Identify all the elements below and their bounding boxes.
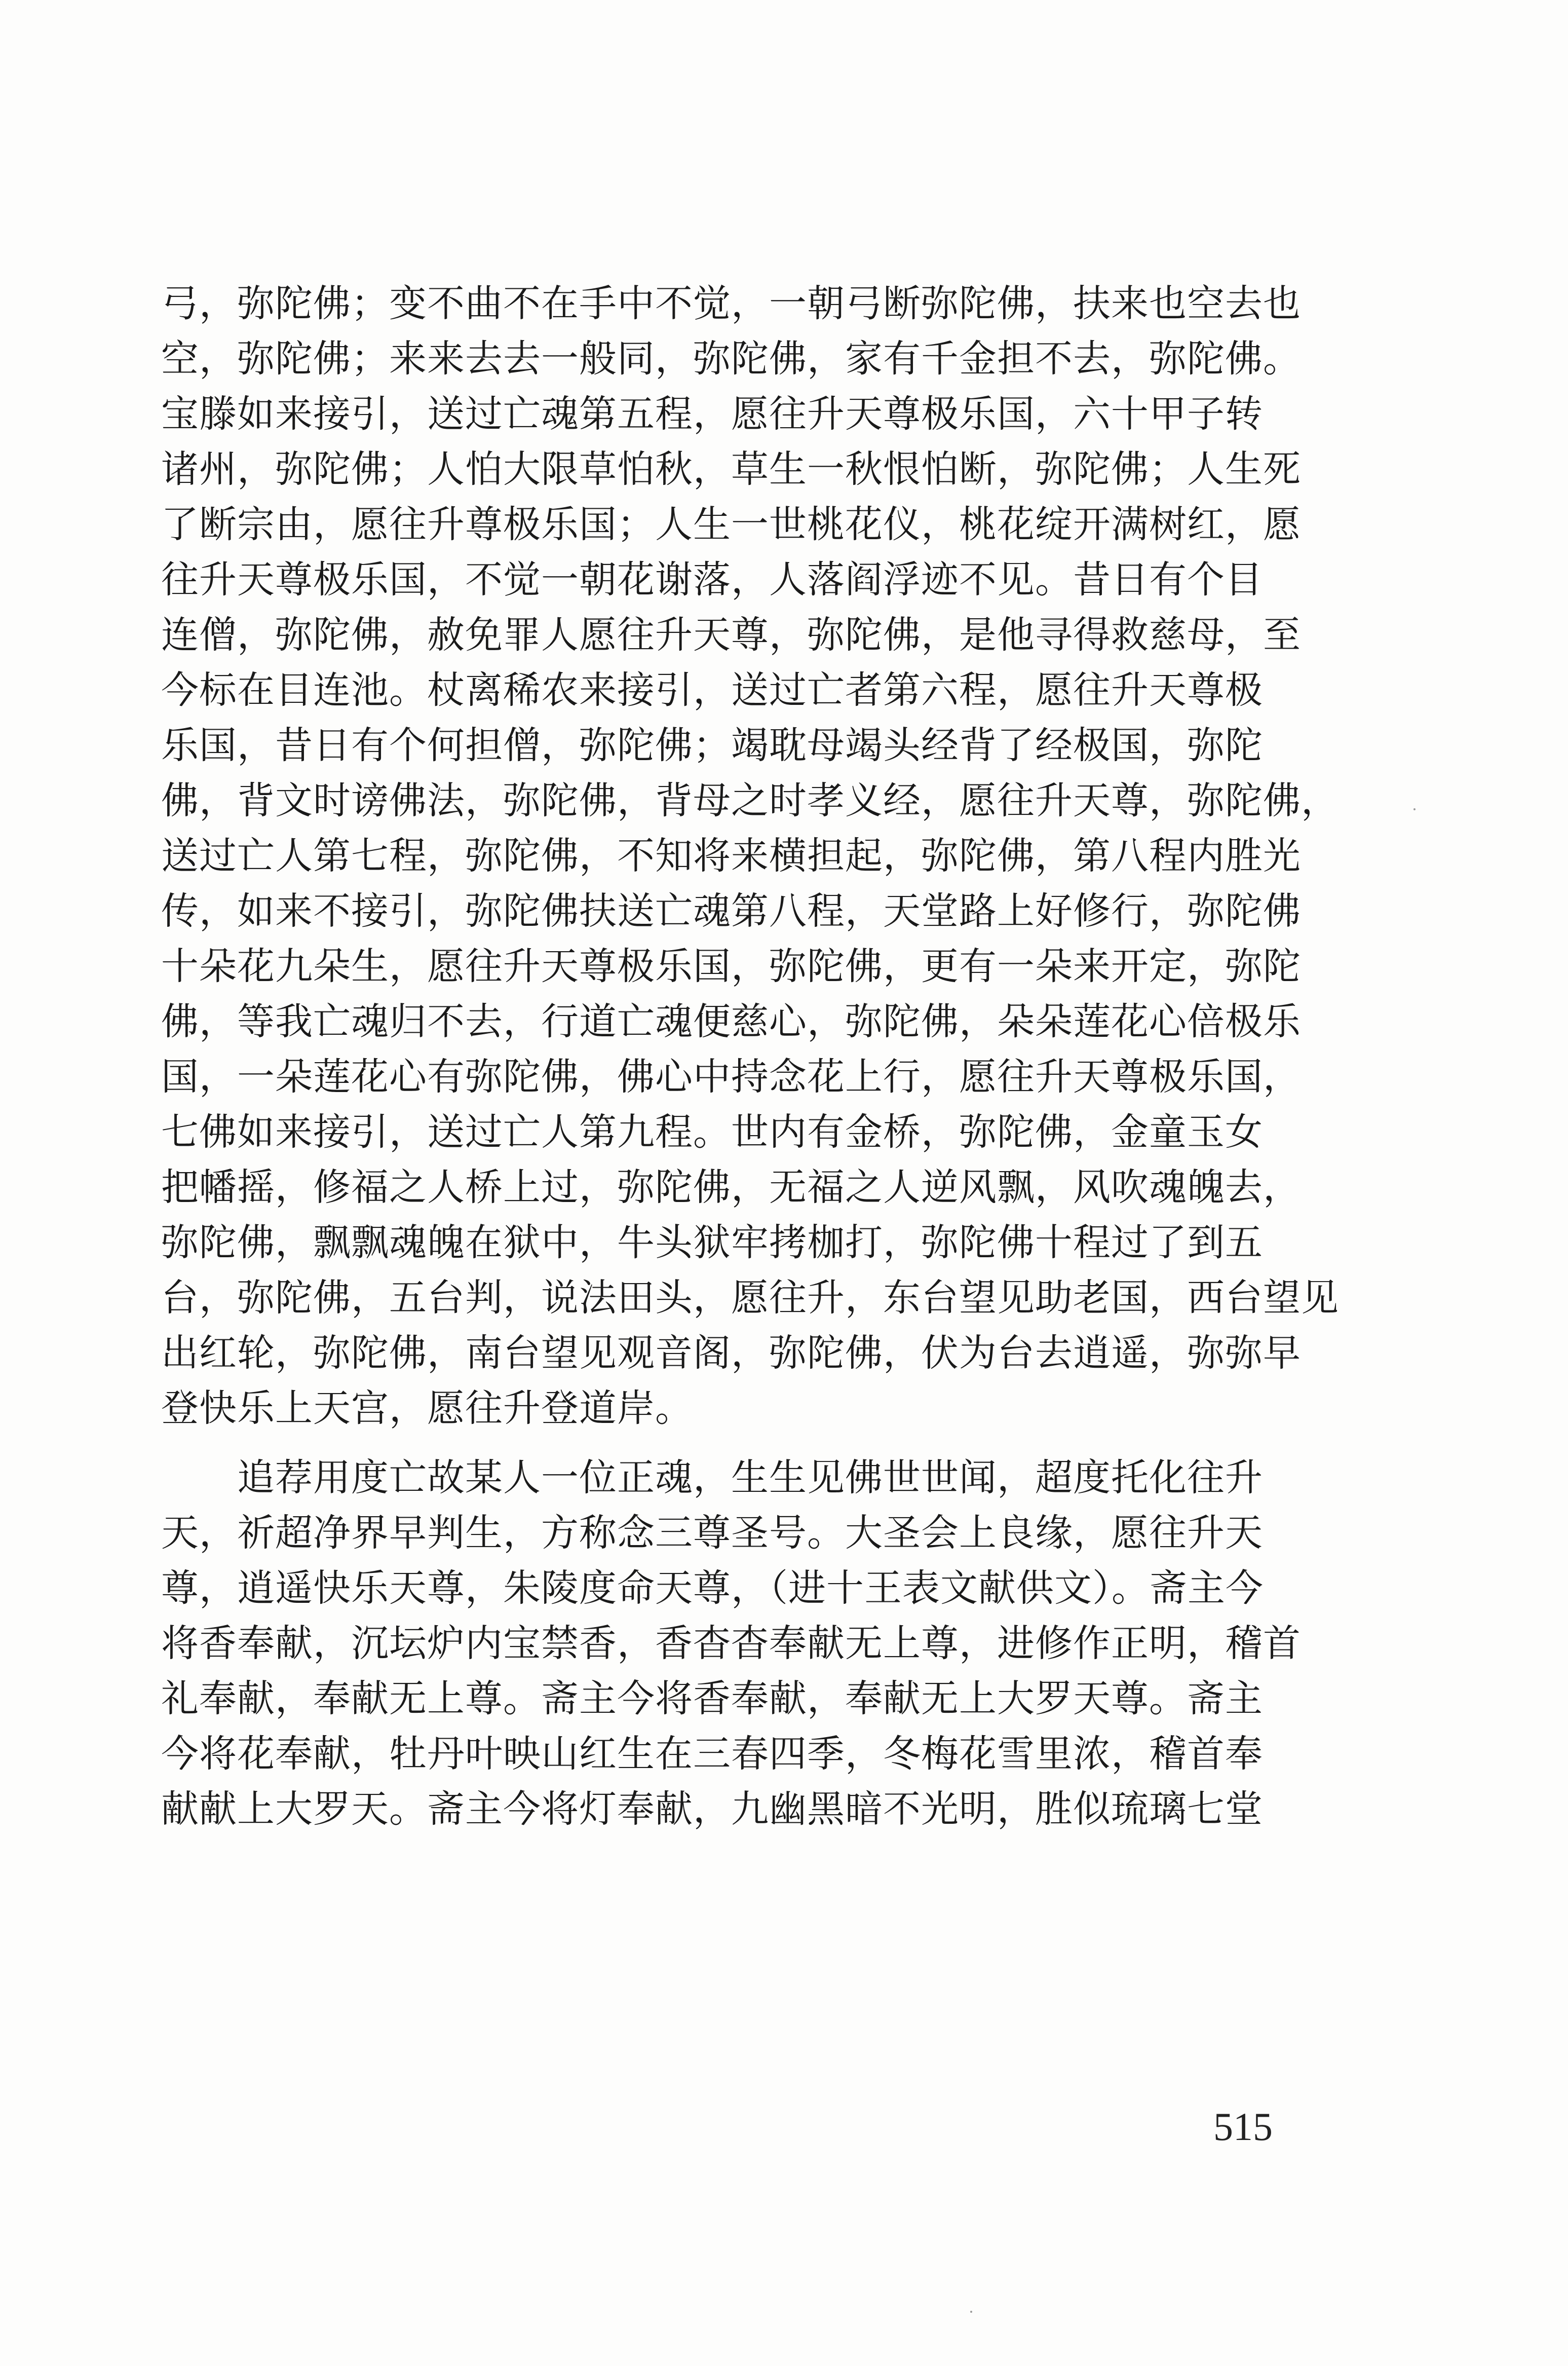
text-line: 今标在目连池。杖离稀农来接引，送过亡者第六程，愿往升天尊极 bbox=[161, 668, 1263, 712]
text-line: 十朵花九朵生，愿往升天尊极乐国，弥陀佛，更有一朵来开定，弥陀 bbox=[161, 945, 1301, 988]
text-line: 今将花奉献，牡丹叶映山红生在三春四季，冬梅花雪里浓，稽首奉 bbox=[161, 1732, 1263, 1776]
text-line: 乐国，昔日有个何担僧，弥陀佛；竭耽母竭头经背了经极国，弥陀 bbox=[161, 724, 1263, 767]
text-line: 将香奉献，沉坛炉内宝禁香，香杳杳奉献无上尊，进修作正明，稽首 bbox=[161, 1622, 1301, 1665]
paragraph bbox=[161, 1450, 1331, 1837]
scan-speck bbox=[1413, 808, 1416, 810]
text-line: 往升天尊极乐国，不觉一朝花谢落，人落阎浮迹不见。昔日有个目 bbox=[161, 558, 1263, 602]
paragraph bbox=[161, 276, 1339, 1436]
paragraph-gap bbox=[161, 1436, 1331, 1450]
body-text bbox=[161, 276, 1339, 1837]
text-line: 了断宗由，愿往升尊极乐国；人生一世桃花仪，桃花绽开满树红，愿 bbox=[161, 503, 1301, 546]
page-number: 515 bbox=[1213, 2105, 1273, 2149]
text-line: 佛，等我亡魂归不去，行道亡魂便慈心，弥陀佛，朵朵莲花心倍极乐 bbox=[161, 1000, 1301, 1043]
text-line: 礼奉献，奉献无上尊。斋主今将香奉献，奉献无上大罗天尊。斋主 bbox=[161, 1677, 1263, 1720]
text-line: 弓，弥陀佛；变不曲不在手中不觉，一朝弓断弥陀佛，扶来也空去也 bbox=[161, 282, 1301, 325]
text-line: 天，祈超净界早判生，方称念三尊圣号。大圣会上良缘，愿往升天 bbox=[161, 1511, 1263, 1555]
text-line: 台，弥陀佛，五台判，说法田头，愿往升，东台望见助老国，西台望见 bbox=[161, 1276, 1339, 1320]
text-line: 七佛如来接引，送过亡人第九程。世内有金桥，弥陀佛，金童玉女 bbox=[161, 1110, 1263, 1154]
text-line: 国，一朵莲花心有弥陀佛，佛心中持念花上行，愿往升天尊极乐国， bbox=[161, 1055, 1301, 1099]
text-line: 传，如来不接引，弥陀佛扶送亡魂第八程，天堂路上好修行，弥陀佛 bbox=[161, 889, 1301, 933]
text-line: 空，弥陀佛；来来去去一般同，弥陀佛，家有千金担不去，弥陀佛。 bbox=[161, 337, 1301, 381]
text-line: 诸州，弥陀佛；人怕大限草怕秋，草生一秋恨怕断，弥陀佛；人生死 bbox=[161, 447, 1301, 491]
text-line: 连僧，弥陀佛，赦免罪人愿往升天尊，弥陀佛，是他寻得救慈母，至 bbox=[161, 613, 1301, 657]
text-line: 把幡摇，修福之人桥上过，弥陀佛，无福之人逆风飘，风吹魂魄去， bbox=[161, 1166, 1301, 1209]
text-line: 出红轮，弥陀佛，南台望见观音阁，弥陀佛，伏为台去逍遥，弥弥早 bbox=[161, 1331, 1301, 1375]
text-line: 送过亡人第七程，弥陀佛，不知将来横担起，弥陀佛，第八程内胜光 bbox=[161, 834, 1301, 878]
text-line: 献献上大罗天。斋主今将灯奉献，九幽黑暗不光明，胜似琉璃七堂 bbox=[161, 1787, 1263, 1831]
text-line: 追荐用度亡故某人一位正魂，生生见佛世世闻，超度托化往升 bbox=[237, 1456, 1263, 1499]
text-line: 登快乐上天宫，愿往升登道岸。 bbox=[161, 1386, 693, 1430]
text-line: 尊，逍遥快乐天尊，朱陵度命天尊，（进十王表文献供文）。斋主今 bbox=[161, 1566, 1264, 1610]
scan-speck bbox=[970, 2311, 972, 2313]
text-line: 佛，背文时谤佛法，弥陀佛，背母之时孝义经，愿往升天尊，弥陀佛， bbox=[161, 779, 1339, 822]
text-line: 弥陀佛，飘飘魂魄在狱中，牛头狱牢拷枷打，弥陀佛十程过了到五 bbox=[161, 1221, 1263, 1264]
text-line: 宝滕如来接引，送过亡魂第五程，愿往升天尊极乐国，六十甲子转 bbox=[161, 392, 1263, 436]
